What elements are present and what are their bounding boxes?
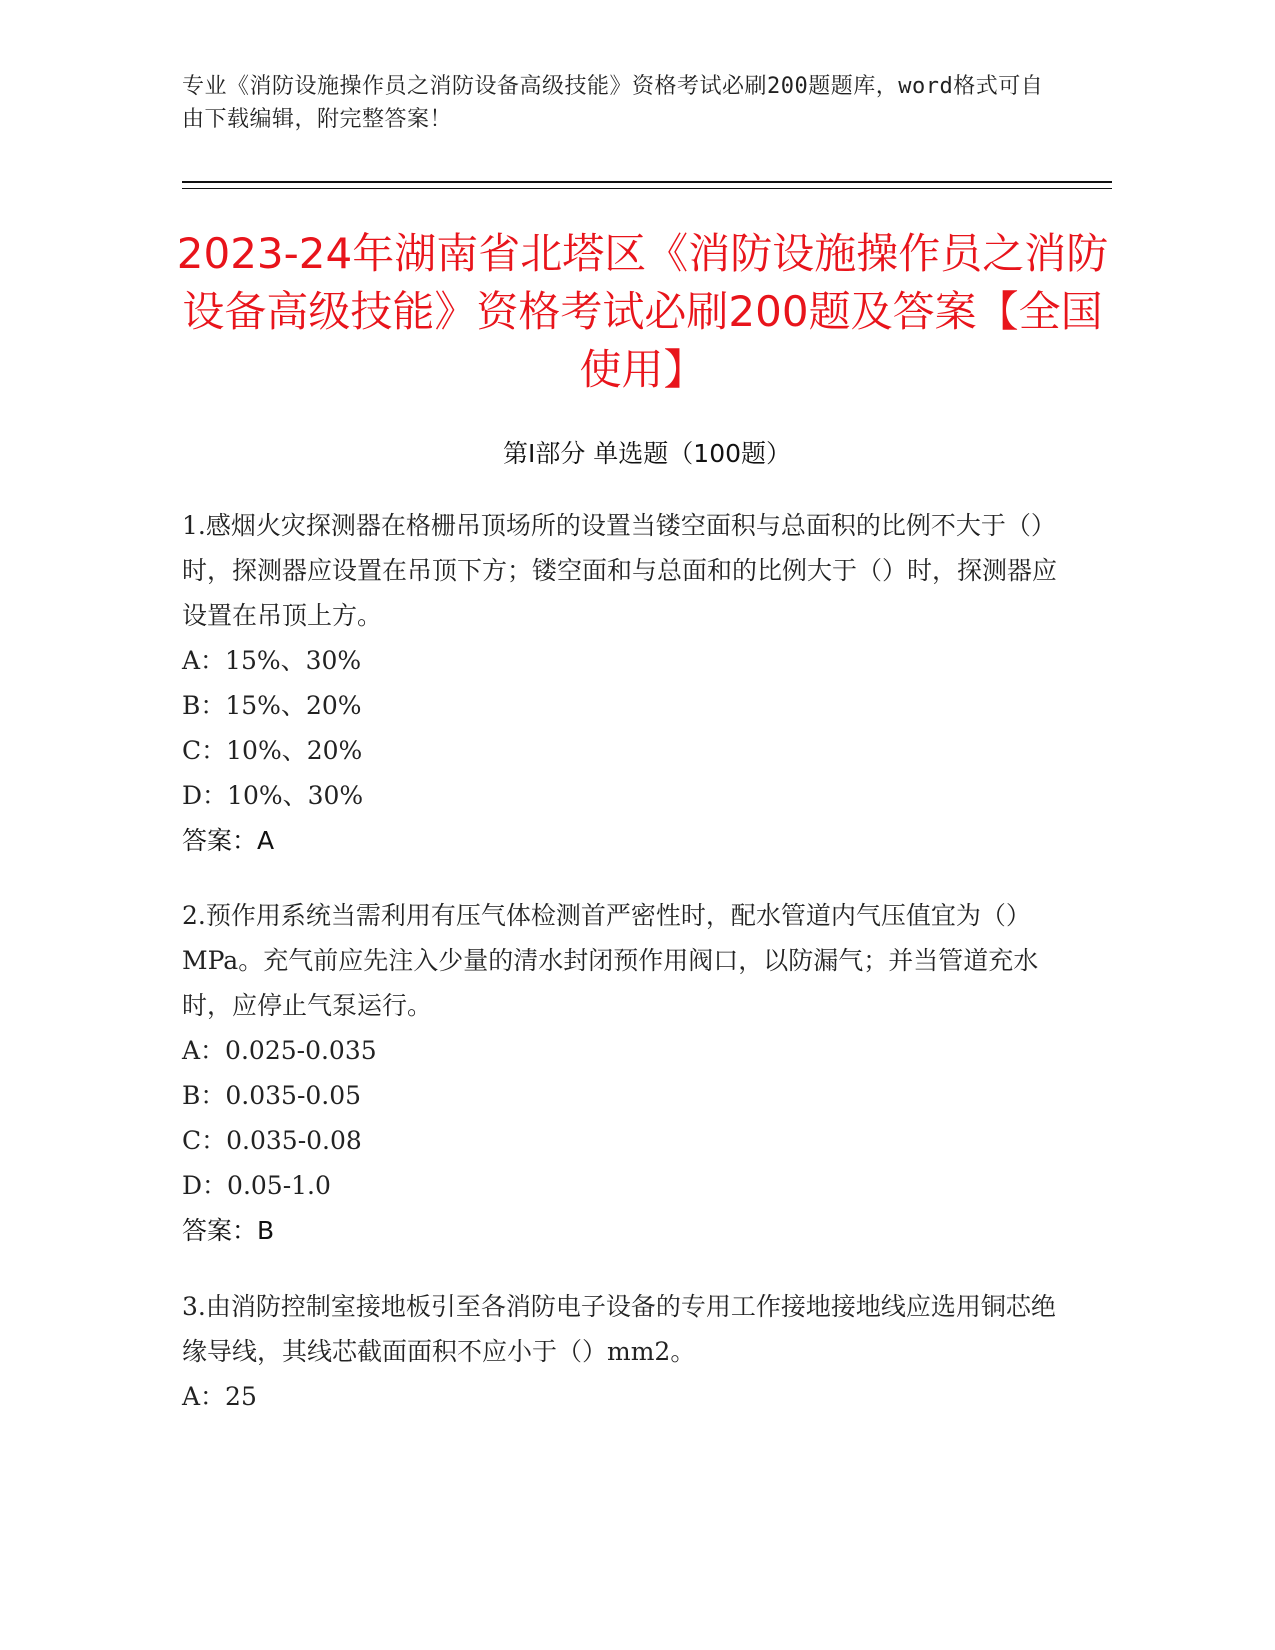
option-d: D：10%、30% xyxy=(182,781,364,810)
header-divider-thin xyxy=(182,188,1112,189)
document-title: 2023-24年湖南省北塔区《消防设施操作员之消防设备高级技能》资格考试必刷200题及答案【全国使用】 xyxy=(176,229,1109,394)
section-heading: 第Ⅰ部分 单选题（100题） xyxy=(502,439,792,468)
option-a: A：0.025-0.035 xyxy=(182,1036,377,1065)
option-b: B：0.035-0.05 xyxy=(182,1081,362,1110)
header-divider-thick xyxy=(182,181,1112,183)
question-3 xyxy=(182,1284,1062,1419)
question-text: 3.由消防控制室接地板引至各消防电子设备的专用工作接地接地线应选用铜芯绝缘导线，其线芯截面面积不应小于（）mm2。 xyxy=(182,1292,1056,1366)
option-a: A：25 xyxy=(182,1382,257,1411)
question-text: 2.预作用系统当需利用有压气体检测首严密性时，配水管道内气压值宜为（）MPa。充气前应先注入少量的清水封闭预作用阀口，以防漏气；并当管道充水时，应停止气泵运行。 xyxy=(182,901,1039,1020)
header-note: 专业《消防设施操作员之消防设备高级技能》资格考试必刷200题题库，word格式可自由下载编辑，附完整答案！ xyxy=(182,74,1044,132)
option-c: C：0.035-0.08 xyxy=(182,1126,362,1155)
answer: 答案：B xyxy=(182,1216,275,1245)
question-2 xyxy=(182,893,1062,1253)
question-1 xyxy=(182,503,1062,863)
answer: 答案：A xyxy=(182,826,275,855)
option-b: B：15%、20% xyxy=(182,691,362,720)
question-text: 1.感烟火灾探测器在格栅吊顶场所的设置当镂空面积与总面积的比例不大于（）时，探测器应设置在吊顶下方；镂空面和与总面和的比例大于（）时，探测器应设置在吊顶上方。 xyxy=(182,511,1058,630)
option-d: D：0.05-1.0 xyxy=(182,1171,331,1200)
option-a: A：15%、30% xyxy=(182,646,362,675)
option-c: C：10%、20% xyxy=(182,736,363,765)
